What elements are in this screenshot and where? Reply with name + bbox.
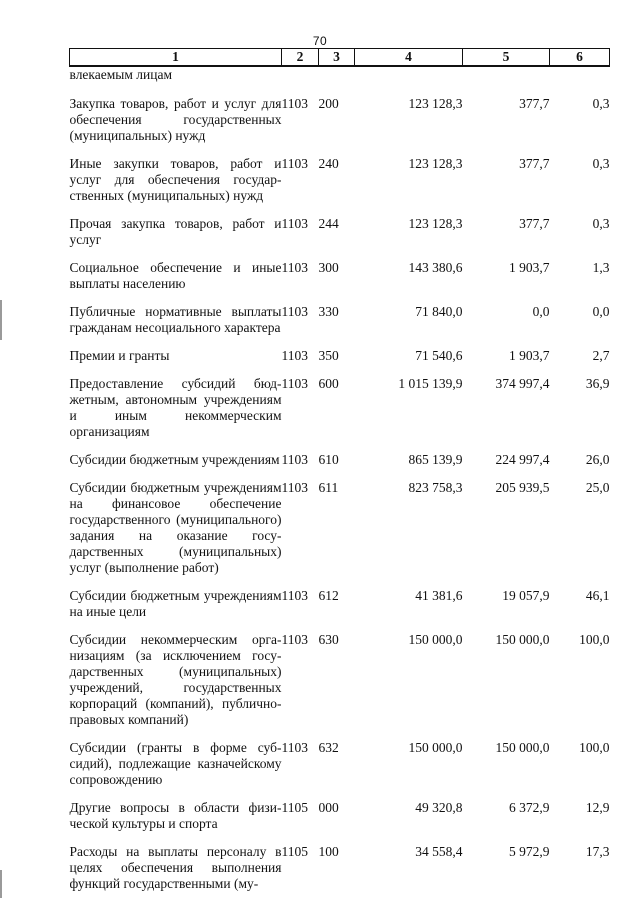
planned-amount-cell: 34 558,4 xyxy=(415,844,463,859)
table-body xyxy=(70,66,610,904)
executed-amount-cell: 377,7 xyxy=(519,156,550,171)
section-code-cell: 1103 xyxy=(281,260,308,275)
page-number: 70 xyxy=(312,34,328,48)
table-row xyxy=(70,348,610,376)
planned-amount-cell: 41 381,6 xyxy=(415,588,463,603)
section-code-cell: 1103 xyxy=(281,304,308,319)
table-row xyxy=(70,216,610,260)
section-code-cell xyxy=(282,66,319,96)
section-code-cell: 1103 xyxy=(281,740,308,755)
expense-type-cell: 350 xyxy=(318,348,339,363)
table-row xyxy=(70,800,610,844)
column-header-2: 2 xyxy=(282,49,319,67)
percent-cell: 0,0 xyxy=(592,304,610,319)
section-code-cell: 1103 xyxy=(281,480,308,495)
scan-edge-mark xyxy=(0,300,2,340)
column-header-3: 3 xyxy=(319,49,355,67)
row-name-cell: Расходы на выплаты персоналу в целях обеспечения выполнения функций государственными (му- xyxy=(69,844,282,891)
section-code-cell: 1103 xyxy=(281,632,308,647)
row-name-cell: Прочая закупка товаров, работ и услуг xyxy=(69,216,282,247)
executed-amount-cell: 224 997,4 xyxy=(495,452,550,467)
row-name-cell: Субсидии бюджетным учреждениям xyxy=(69,452,280,467)
table-header-row xyxy=(70,49,610,67)
section-code-cell: 1103 xyxy=(281,216,308,231)
expense-type-cell: 244 xyxy=(318,216,339,231)
executed-amount-cell: 377,7 xyxy=(519,216,550,231)
percent-cell: 12,9 xyxy=(585,800,610,815)
percent-cell: 100,0 xyxy=(579,740,610,755)
planned-amount-cell: 1 015 139,9 xyxy=(398,376,463,391)
section-code-cell: 1103 xyxy=(281,156,308,171)
table-row xyxy=(70,304,610,348)
section-code-cell: 1103 xyxy=(281,452,308,467)
table-row xyxy=(70,740,610,800)
planned-amount-cell: 823 758,3 xyxy=(408,480,463,495)
planned-amount-cell: 71 540,6 xyxy=(415,348,463,363)
expense-type-cell: 240 xyxy=(318,156,339,171)
planned-amount-cell: 71 840,0 xyxy=(415,304,463,319)
percent-cell: 25,0 xyxy=(585,480,610,495)
expense-type-cell: 630 xyxy=(318,632,339,647)
section-code-cell: 1105 xyxy=(281,844,308,859)
table-row xyxy=(70,632,610,740)
table-row xyxy=(70,452,610,480)
row-name-cell: Субсидии (гранты в форме субсидий), подлежащие казначейскому сопровождению xyxy=(69,740,282,787)
executed-amount-cell: 150 000,0 xyxy=(495,632,550,647)
row-name-cell: Субсидии бюджетным учреждениям на иные цели xyxy=(69,588,282,619)
percent-cell: 100,0 xyxy=(579,632,610,647)
scan-edge-mark xyxy=(0,870,2,898)
percent-cell: 46,1 xyxy=(585,588,610,603)
row-name-cell: Иные закупки товаров, работ и услуг для обеспечения государственных (муниципальных) нужд xyxy=(69,156,282,203)
planned-amount-cell: 123 128,3 xyxy=(408,156,463,171)
table-row xyxy=(70,376,610,452)
planned-amount-cell: 123 128,3 xyxy=(408,216,463,231)
executed-amount-cell xyxy=(463,66,550,96)
row-name-cell: Премии и гранты xyxy=(69,348,170,363)
column-header-4: 4 xyxy=(355,49,463,67)
section-code-cell: 1103 xyxy=(281,348,308,363)
percent-cell: 0,3 xyxy=(592,156,610,171)
planned-amount-cell: 123 128,3 xyxy=(408,96,463,111)
planned-amount-cell: 49 320,8 xyxy=(415,800,463,815)
row-name-cell: Другие вопросы в области физической культуры и спорта xyxy=(69,800,282,831)
executed-amount-cell: 377,7 xyxy=(519,96,550,111)
expense-type-cell: 612 xyxy=(318,588,339,603)
planned-amount-cell: 865 139,9 xyxy=(408,452,463,467)
percent-cell: 2,7 xyxy=(592,348,610,363)
section-code-cell: 1105 xyxy=(281,800,308,815)
percent-cell: 26,0 xyxy=(585,452,610,467)
executed-amount-cell: 1 903,7 xyxy=(509,348,550,363)
table-row xyxy=(70,844,610,904)
row-name-cell: Закупка товаров, работ и услуг для обеспечения государственных (муниципальных) нужд xyxy=(69,96,282,143)
percent-cell: 36,9 xyxy=(585,376,610,391)
executed-amount-cell: 205 939,5 xyxy=(495,480,550,495)
row-name-cell: Субсидии некоммерческим организациям (за исключением государственных (муниципальных) учреждений, государственных корпораций (компаний), публично-правовых компаний) xyxy=(69,632,282,727)
percent-cell xyxy=(550,66,610,96)
budget-table xyxy=(69,48,610,904)
planned-amount-cell xyxy=(355,66,463,96)
expense-type-cell: 611 xyxy=(318,480,339,495)
planned-amount-cell: 143 380,6 xyxy=(408,260,463,275)
section-code-cell: 1103 xyxy=(281,96,308,111)
row-name-cell: Социальное обеспечение и иные выплаты населению xyxy=(69,260,282,291)
executed-amount-cell: 19 057,9 xyxy=(502,588,550,603)
table-row xyxy=(70,588,610,632)
expense-type-cell: 610 xyxy=(318,452,339,467)
expense-type-cell: 100 xyxy=(318,844,339,859)
table-row xyxy=(70,260,610,304)
executed-amount-cell: 1 903,7 xyxy=(509,260,550,275)
expense-type-cell: 200 xyxy=(318,96,339,111)
column-header-5: 5 xyxy=(463,49,550,67)
percent-cell: 0,3 xyxy=(592,216,610,231)
percent-cell: 17,3 xyxy=(585,844,610,859)
expense-type-cell: 600 xyxy=(318,376,339,391)
row-name-cell: Публичные нормативные выплаты гражданам несоциального характера xyxy=(69,304,282,335)
row-name-cell: Субсидии бюджетным учреждениям на финансовое обеспечение государственного (муниципального) задания на оказание государственных (муниципальных) услуг (выполнение работ) xyxy=(69,480,282,575)
expense-type-cell: 632 xyxy=(318,740,339,755)
expense-type-cell xyxy=(319,66,355,96)
expense-type-cell: 300 xyxy=(318,260,339,275)
executed-amount-cell: 5 972,9 xyxy=(509,844,550,859)
row-name-cell: Предоставление субсидий бюджетным, автономным учреждениям и иным некоммерческим организациям xyxy=(69,376,282,439)
section-code-cell: 1103 xyxy=(281,588,308,603)
section-code-cell: 1103 xyxy=(281,376,308,391)
table-row xyxy=(70,156,610,216)
executed-amount-cell: 0,0 xyxy=(532,304,550,319)
column-header-1: 1 xyxy=(70,49,282,67)
column-header-6: 6 xyxy=(550,49,610,67)
percent-cell: 0,3 xyxy=(592,96,610,111)
planned-amount-cell: 150 000,0 xyxy=(408,632,463,647)
planned-amount-cell: 150 000,0 xyxy=(408,740,463,755)
percent-cell: 1,3 xyxy=(592,260,610,275)
expense-type-cell: 000 xyxy=(318,800,339,815)
table-row xyxy=(70,96,610,156)
executed-amount-cell: 150 000,0 xyxy=(495,740,550,755)
table-row xyxy=(70,480,610,588)
expense-type-cell: 330 xyxy=(318,304,339,319)
executed-amount-cell: 6 372,9 xyxy=(509,800,550,815)
executed-amount-cell: 374 997,4 xyxy=(495,376,550,391)
row-name-cell: влекаемым лицам xyxy=(69,67,173,82)
table-row xyxy=(70,66,610,96)
